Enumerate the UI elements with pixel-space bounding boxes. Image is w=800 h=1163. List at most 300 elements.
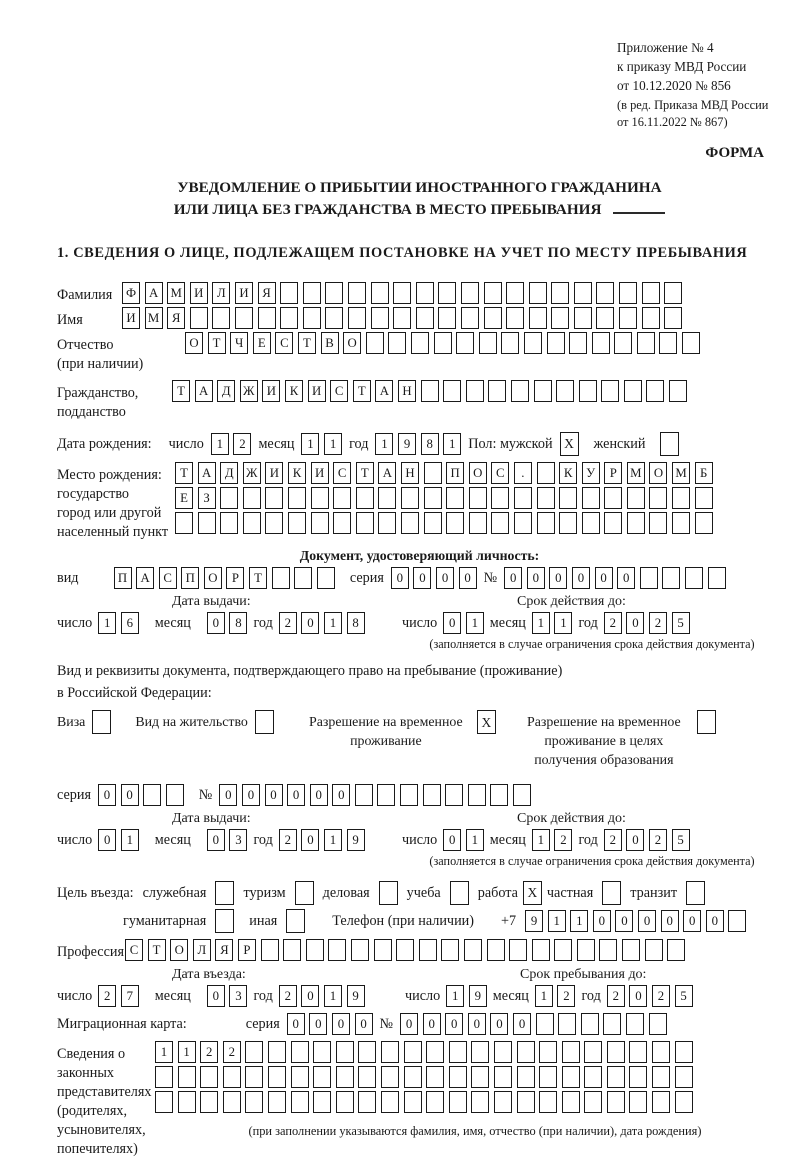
char-cell[interactable]: С xyxy=(159,567,177,589)
char-cell[interactable]: К xyxy=(559,462,577,484)
char-cell[interactable]: 0 xyxy=(468,1013,486,1035)
char-cell[interactable]: 0 xyxy=(121,784,139,806)
char-cell[interactable]: 2 xyxy=(279,612,297,634)
char-cell[interactable] xyxy=(624,380,642,402)
char-cell[interactable]: 9 xyxy=(347,829,365,851)
char-cell[interactable]: 1 xyxy=(446,985,464,1007)
char-cell[interactable] xyxy=(377,784,395,806)
checkbox-temporary-residence[interactable]: X xyxy=(477,710,496,734)
char-cell[interactable]: 0 xyxy=(301,612,319,634)
checkbox-female[interactable] xyxy=(660,432,679,456)
char-cell[interactable] xyxy=(582,512,600,534)
char-cell[interactable] xyxy=(426,1091,444,1113)
char-cell[interactable] xyxy=(622,939,640,961)
char-cell[interactable] xyxy=(514,487,532,509)
char-cell[interactable]: 1 xyxy=(324,612,342,634)
char-cell[interactable]: 9 xyxy=(469,985,487,1007)
char-cell[interactable] xyxy=(471,1066,489,1088)
char-cell[interactable] xyxy=(212,307,230,329)
char-cell[interactable] xyxy=(562,1041,580,1063)
char-cell[interactable]: О xyxy=(170,939,188,961)
char-cell[interactable]: И xyxy=(235,282,253,304)
char-cell[interactable]: 2 xyxy=(98,985,116,1007)
char-cell[interactable]: А xyxy=(378,462,396,484)
char-cell[interactable] xyxy=(529,307,547,329)
char-cell[interactable]: Е xyxy=(253,332,271,354)
char-cell[interactable] xyxy=(401,512,419,534)
char-cell[interactable] xyxy=(559,487,577,509)
char-cell[interactable] xyxy=(669,380,687,402)
char-cell[interactable]: 1 xyxy=(211,433,229,455)
char-cell[interactable] xyxy=(245,1066,263,1088)
char-cell[interactable] xyxy=(517,1091,535,1113)
char-cell[interactable] xyxy=(551,282,569,304)
char-cell[interactable] xyxy=(313,1066,331,1088)
char-cell[interactable]: 1 xyxy=(554,612,572,634)
char-cell[interactable] xyxy=(513,784,531,806)
char-cell[interactable] xyxy=(400,784,418,806)
char-cell[interactable] xyxy=(178,1066,196,1088)
char-cell[interactable] xyxy=(404,1041,422,1063)
char-cell[interactable]: М xyxy=(145,307,163,329)
char-cell[interactable]: 2 xyxy=(557,985,575,1007)
char-cell[interactable]: 1 xyxy=(443,433,461,455)
char-cell[interactable] xyxy=(626,1013,644,1035)
char-cell[interactable]: 1 xyxy=(178,1041,196,1063)
char-cell[interactable] xyxy=(506,307,524,329)
char-cell[interactable]: . xyxy=(514,462,532,484)
checkbox-temporary-residence-education[interactable] xyxy=(697,710,716,734)
char-cell[interactable] xyxy=(695,487,713,509)
char-cell[interactable]: М xyxy=(167,282,185,304)
char-cell[interactable] xyxy=(445,784,463,806)
char-cell[interactable] xyxy=(584,1091,602,1113)
char-cell[interactable]: Т xyxy=(249,567,267,589)
char-cell[interactable]: Е xyxy=(175,487,193,509)
char-cell[interactable] xyxy=(637,332,655,354)
char-cell[interactable]: 2 xyxy=(607,985,625,1007)
char-cell[interactable]: 5 xyxy=(672,612,690,634)
char-cell[interactable] xyxy=(675,1041,693,1063)
char-cell[interactable]: 0 xyxy=(661,910,679,932)
char-cell[interactable]: 0 xyxy=(309,1013,327,1035)
char-cell[interactable] xyxy=(393,307,411,329)
checkbox-visa[interactable] xyxy=(92,710,111,734)
char-cell[interactable]: 1 xyxy=(324,985,342,1007)
char-cell[interactable] xyxy=(280,307,298,329)
char-cell[interactable]: Т xyxy=(208,332,226,354)
char-cell[interactable]: 5 xyxy=(672,829,690,851)
char-cell[interactable]: Д xyxy=(217,380,235,402)
char-cell[interactable] xyxy=(466,380,484,402)
char-cell[interactable]: Т xyxy=(353,380,371,402)
char-cell[interactable]: К xyxy=(288,462,306,484)
char-cell[interactable]: 1 xyxy=(466,612,484,634)
char-cell[interactable]: Б xyxy=(695,462,713,484)
char-cell[interactable] xyxy=(607,1091,625,1113)
char-cell[interactable] xyxy=(646,380,664,402)
char-cell[interactable] xyxy=(652,1091,670,1113)
char-cell[interactable]: И xyxy=(308,380,326,402)
char-cell[interactable] xyxy=(584,1041,602,1063)
char-cell[interactable]: 0 xyxy=(400,1013,418,1035)
char-cell[interactable] xyxy=(667,939,685,961)
char-cell[interactable]: 0 xyxy=(445,1013,463,1035)
char-cell[interactable]: 9 xyxy=(398,433,416,455)
char-cell[interactable] xyxy=(446,487,464,509)
char-cell[interactable]: 2 xyxy=(649,829,667,851)
char-cell[interactable]: Я xyxy=(215,939,233,961)
char-cell[interactable] xyxy=(554,939,572,961)
char-cell[interactable]: 1 xyxy=(301,433,319,455)
char-cell[interactable] xyxy=(416,282,434,304)
char-cell[interactable] xyxy=(682,332,700,354)
char-cell[interactable] xyxy=(652,1041,670,1063)
char-cell[interactable]: 1 xyxy=(324,433,342,455)
char-cell[interactable] xyxy=(288,512,306,534)
char-cell[interactable]: 0 xyxy=(626,829,644,851)
char-cell[interactable]: Л xyxy=(212,282,230,304)
char-cell[interactable] xyxy=(348,282,366,304)
char-cell[interactable]: 7 xyxy=(121,985,139,1007)
char-cell[interactable]: 0 xyxy=(287,1013,305,1035)
char-cell[interactable]: И xyxy=(265,462,283,484)
char-cell[interactable] xyxy=(562,1066,580,1088)
char-cell[interactable] xyxy=(577,939,595,961)
char-cell[interactable] xyxy=(469,487,487,509)
char-cell[interactable]: Т xyxy=(298,332,316,354)
char-cell[interactable]: 8 xyxy=(347,612,365,634)
char-cell[interactable] xyxy=(556,380,574,402)
char-cell[interactable] xyxy=(288,487,306,509)
char-cell[interactable] xyxy=(592,332,610,354)
char-cell[interactable] xyxy=(374,939,392,961)
char-cell[interactable] xyxy=(220,512,238,534)
char-cell[interactable] xyxy=(559,512,577,534)
char-cell[interactable]: С xyxy=(491,462,509,484)
char-cell[interactable] xyxy=(640,567,658,589)
char-cell[interactable]: С xyxy=(125,939,143,961)
char-cell[interactable]: 0 xyxy=(629,985,647,1007)
char-cell[interactable]: Т xyxy=(172,380,190,402)
char-cell[interactable] xyxy=(619,307,637,329)
char-cell[interactable]: 2 xyxy=(649,612,667,634)
char-cell[interactable]: 2 xyxy=(233,433,251,455)
char-cell[interactable] xyxy=(333,512,351,534)
char-cell[interactable]: 0 xyxy=(301,985,319,1007)
char-cell[interactable] xyxy=(614,332,632,354)
char-cell[interactable]: Т xyxy=(356,462,374,484)
char-cell[interactable] xyxy=(175,512,193,534)
char-cell[interactable] xyxy=(517,1066,535,1088)
char-cell[interactable] xyxy=(484,282,502,304)
char-cell[interactable] xyxy=(649,1013,667,1035)
char-cell[interactable] xyxy=(358,1041,376,1063)
char-cell[interactable] xyxy=(258,307,276,329)
char-cell[interactable] xyxy=(494,1041,512,1063)
char-cell[interactable]: 2 xyxy=(279,985,297,1007)
char-cell[interactable] xyxy=(438,307,456,329)
char-cell[interactable] xyxy=(426,1066,444,1088)
char-cell[interactable]: 0 xyxy=(436,567,454,589)
char-cell[interactable] xyxy=(283,939,301,961)
char-cell[interactable] xyxy=(672,512,690,534)
char-cell[interactable] xyxy=(487,939,505,961)
char-cell[interactable] xyxy=(629,1066,647,1088)
char-cell[interactable] xyxy=(536,1013,554,1035)
char-cell[interactable] xyxy=(348,307,366,329)
char-cell[interactable] xyxy=(404,1066,422,1088)
char-cell[interactable]: 0 xyxy=(413,567,431,589)
checkbox-residence-permit[interactable] xyxy=(255,710,274,734)
char-cell[interactable] xyxy=(604,487,622,509)
char-cell[interactable] xyxy=(438,282,456,304)
char-cell[interactable]: 6 xyxy=(121,612,139,634)
char-cell[interactable]: Н xyxy=(401,462,419,484)
char-cell[interactable] xyxy=(652,1066,670,1088)
char-cell[interactable] xyxy=(378,487,396,509)
char-cell[interactable]: 0 xyxy=(287,784,305,806)
char-cell[interactable] xyxy=(381,1091,399,1113)
char-cell[interactable] xyxy=(562,1091,580,1113)
char-cell[interactable] xyxy=(547,332,565,354)
char-cell[interactable] xyxy=(471,1041,489,1063)
checkbox-other[interactable] xyxy=(286,909,305,933)
char-cell[interactable] xyxy=(471,1091,489,1113)
char-cell[interactable] xyxy=(268,1091,286,1113)
char-cell[interactable] xyxy=(627,487,645,509)
char-cell[interactable] xyxy=(419,939,437,961)
char-cell[interactable]: 0 xyxy=(207,829,225,851)
char-cell[interactable] xyxy=(479,332,497,354)
char-cell[interactable] xyxy=(509,939,527,961)
char-cell[interactable] xyxy=(582,487,600,509)
char-cell[interactable] xyxy=(325,282,343,304)
checkbox-work[interactable]: X xyxy=(523,881,542,905)
char-cell[interactable] xyxy=(581,1013,599,1035)
char-cell[interactable] xyxy=(584,1066,602,1088)
char-cell[interactable] xyxy=(366,332,384,354)
char-cell[interactable]: К xyxy=(285,380,303,402)
char-cell[interactable] xyxy=(416,307,434,329)
char-cell[interactable] xyxy=(351,939,369,961)
char-cell[interactable] xyxy=(537,487,555,509)
char-cell[interactable] xyxy=(514,512,532,534)
char-cell[interactable] xyxy=(574,282,592,304)
char-cell[interactable]: 0 xyxy=(207,985,225,1007)
char-cell[interactable]: Ч xyxy=(230,332,248,354)
char-cell[interactable] xyxy=(551,307,569,329)
char-cell[interactable]: 0 xyxy=(265,784,283,806)
char-cell[interactable] xyxy=(328,939,346,961)
char-cell[interactable] xyxy=(268,1066,286,1088)
char-cell[interactable]: О xyxy=(204,567,222,589)
char-cell[interactable]: З xyxy=(198,487,216,509)
char-cell[interactable]: 2 xyxy=(200,1041,218,1063)
char-cell[interactable] xyxy=(336,1091,354,1113)
char-cell[interactable] xyxy=(642,307,660,329)
char-cell[interactable]: 0 xyxy=(615,910,633,932)
char-cell[interactable] xyxy=(599,939,617,961)
char-cell[interactable] xyxy=(200,1091,218,1113)
char-cell[interactable]: 0 xyxy=(391,567,409,589)
char-cell[interactable] xyxy=(223,1066,241,1088)
char-cell[interactable]: 5 xyxy=(675,985,693,1007)
char-cell[interactable]: 0 xyxy=(549,567,567,589)
char-cell[interactable] xyxy=(539,1091,557,1113)
char-cell[interactable]: 0 xyxy=(595,567,613,589)
char-cell[interactable]: М xyxy=(627,462,645,484)
char-cell[interactable]: В xyxy=(321,332,339,354)
char-cell[interactable] xyxy=(358,1091,376,1113)
char-cell[interactable] xyxy=(539,1066,557,1088)
char-cell[interactable]: 8 xyxy=(229,612,247,634)
char-cell[interactable] xyxy=(313,1091,331,1113)
char-cell[interactable] xyxy=(265,487,283,509)
char-cell[interactable]: Т xyxy=(148,939,166,961)
char-cell[interactable]: А xyxy=(136,567,154,589)
char-cell[interactable] xyxy=(198,512,216,534)
char-cell[interactable] xyxy=(494,1091,512,1113)
char-cell[interactable] xyxy=(494,1066,512,1088)
char-cell[interactable]: Я xyxy=(258,282,276,304)
char-cell[interactable]: 0 xyxy=(219,784,237,806)
char-cell[interactable]: А xyxy=(198,462,216,484)
char-cell[interactable]: 2 xyxy=(223,1041,241,1063)
char-cell[interactable]: О xyxy=(185,332,203,354)
char-cell[interactable] xyxy=(393,282,411,304)
char-cell[interactable] xyxy=(607,1066,625,1088)
char-cell[interactable]: 1 xyxy=(548,910,566,932)
char-cell[interactable]: 0 xyxy=(355,1013,373,1035)
char-cell[interactable] xyxy=(484,307,502,329)
char-cell[interactable] xyxy=(537,512,555,534)
char-cell[interactable] xyxy=(645,939,663,961)
char-cell[interactable] xyxy=(245,1041,263,1063)
char-cell[interactable] xyxy=(245,1091,263,1113)
char-cell[interactable]: П xyxy=(114,567,132,589)
char-cell[interactable]: 0 xyxy=(706,910,724,932)
char-cell[interactable] xyxy=(695,512,713,534)
char-cell[interactable] xyxy=(488,380,506,402)
char-cell[interactable] xyxy=(675,1091,693,1113)
char-cell[interactable]: О xyxy=(469,462,487,484)
char-cell[interactable]: 1 xyxy=(535,985,553,1007)
checkbox-tourism[interactable] xyxy=(295,881,314,905)
char-cell[interactable]: 0 xyxy=(572,567,590,589)
char-cell[interactable] xyxy=(336,1041,354,1063)
checkbox-business[interactable] xyxy=(379,881,398,905)
char-cell[interactable] xyxy=(396,939,414,961)
char-cell[interactable] xyxy=(649,512,667,534)
char-cell[interactable] xyxy=(664,307,682,329)
char-cell[interactable] xyxy=(371,307,389,329)
char-cell[interactable]: 0 xyxy=(683,910,701,932)
char-cell[interactable] xyxy=(603,1013,621,1035)
char-cell[interactable] xyxy=(381,1041,399,1063)
char-cell[interactable]: 0 xyxy=(310,784,328,806)
char-cell[interactable]: А xyxy=(145,282,163,304)
char-cell[interactable]: О xyxy=(649,462,667,484)
char-cell[interactable] xyxy=(411,332,429,354)
char-cell[interactable] xyxy=(506,282,524,304)
char-cell[interactable]: 1 xyxy=(532,829,550,851)
char-cell[interactable] xyxy=(223,1091,241,1113)
char-cell[interactable]: А xyxy=(195,380,213,402)
char-cell[interactable]: А xyxy=(375,380,393,402)
char-cell[interactable] xyxy=(336,1066,354,1088)
char-cell[interactable]: 9 xyxy=(525,910,543,932)
char-cell[interactable] xyxy=(265,512,283,534)
char-cell[interactable] xyxy=(143,784,161,806)
char-cell[interactable] xyxy=(642,282,660,304)
char-cell[interactable]: У xyxy=(582,462,600,484)
char-cell[interactable] xyxy=(672,487,690,509)
char-cell[interactable] xyxy=(421,380,439,402)
char-cell[interactable] xyxy=(443,380,461,402)
char-cell[interactable] xyxy=(728,910,746,932)
char-cell[interactable]: 1 xyxy=(98,612,116,634)
char-cell[interactable]: 0 xyxy=(638,910,656,932)
char-cell[interactable] xyxy=(291,1066,309,1088)
char-cell[interactable]: 0 xyxy=(490,1013,508,1035)
checkbox-transit[interactable] xyxy=(686,881,705,905)
char-cell[interactable]: И xyxy=(311,462,329,484)
char-cell[interactable]: 1 xyxy=(155,1041,173,1063)
char-cell[interactable] xyxy=(424,462,442,484)
char-cell[interactable]: С xyxy=(330,380,348,402)
char-cell[interactable]: П xyxy=(181,567,199,589)
char-cell[interactable] xyxy=(220,487,238,509)
char-cell[interactable] xyxy=(469,512,487,534)
char-cell[interactable] xyxy=(468,784,486,806)
char-cell[interactable] xyxy=(356,487,374,509)
char-cell[interactable] xyxy=(607,1041,625,1063)
checkbox-study[interactable] xyxy=(450,881,469,905)
char-cell[interactable] xyxy=(511,380,529,402)
char-cell[interactable] xyxy=(627,512,645,534)
char-cell[interactable]: Р xyxy=(604,462,622,484)
char-cell[interactable]: 2 xyxy=(279,829,297,851)
char-cell[interactable] xyxy=(356,512,374,534)
char-cell[interactable] xyxy=(291,1041,309,1063)
char-cell[interactable]: 0 xyxy=(207,612,225,634)
char-cell[interactable] xyxy=(596,282,614,304)
char-cell[interactable] xyxy=(664,282,682,304)
char-cell[interactable] xyxy=(358,1066,376,1088)
char-cell[interactable]: 0 xyxy=(98,784,116,806)
checkbox-humanitarian[interactable] xyxy=(215,909,234,933)
char-cell[interactable] xyxy=(659,332,677,354)
char-cell[interactable] xyxy=(629,1091,647,1113)
char-cell[interactable] xyxy=(401,487,419,509)
char-cell[interactable] xyxy=(490,784,508,806)
char-cell[interactable]: Н xyxy=(398,380,416,402)
char-cell[interactable] xyxy=(532,939,550,961)
char-cell[interactable] xyxy=(629,1041,647,1063)
char-cell[interactable]: 0 xyxy=(626,612,644,634)
char-cell[interactable] xyxy=(517,1041,535,1063)
char-cell[interactable]: Р xyxy=(238,939,256,961)
checkbox-male[interactable]: X xyxy=(560,432,579,456)
char-cell[interactable] xyxy=(441,939,459,961)
char-cell[interactable] xyxy=(708,567,726,589)
char-cell[interactable]: 1 xyxy=(324,829,342,851)
char-cell[interactable] xyxy=(243,512,261,534)
char-cell[interactable]: 0 xyxy=(504,567,522,589)
char-cell[interactable] xyxy=(294,567,312,589)
char-cell[interactable]: 2 xyxy=(604,829,622,851)
